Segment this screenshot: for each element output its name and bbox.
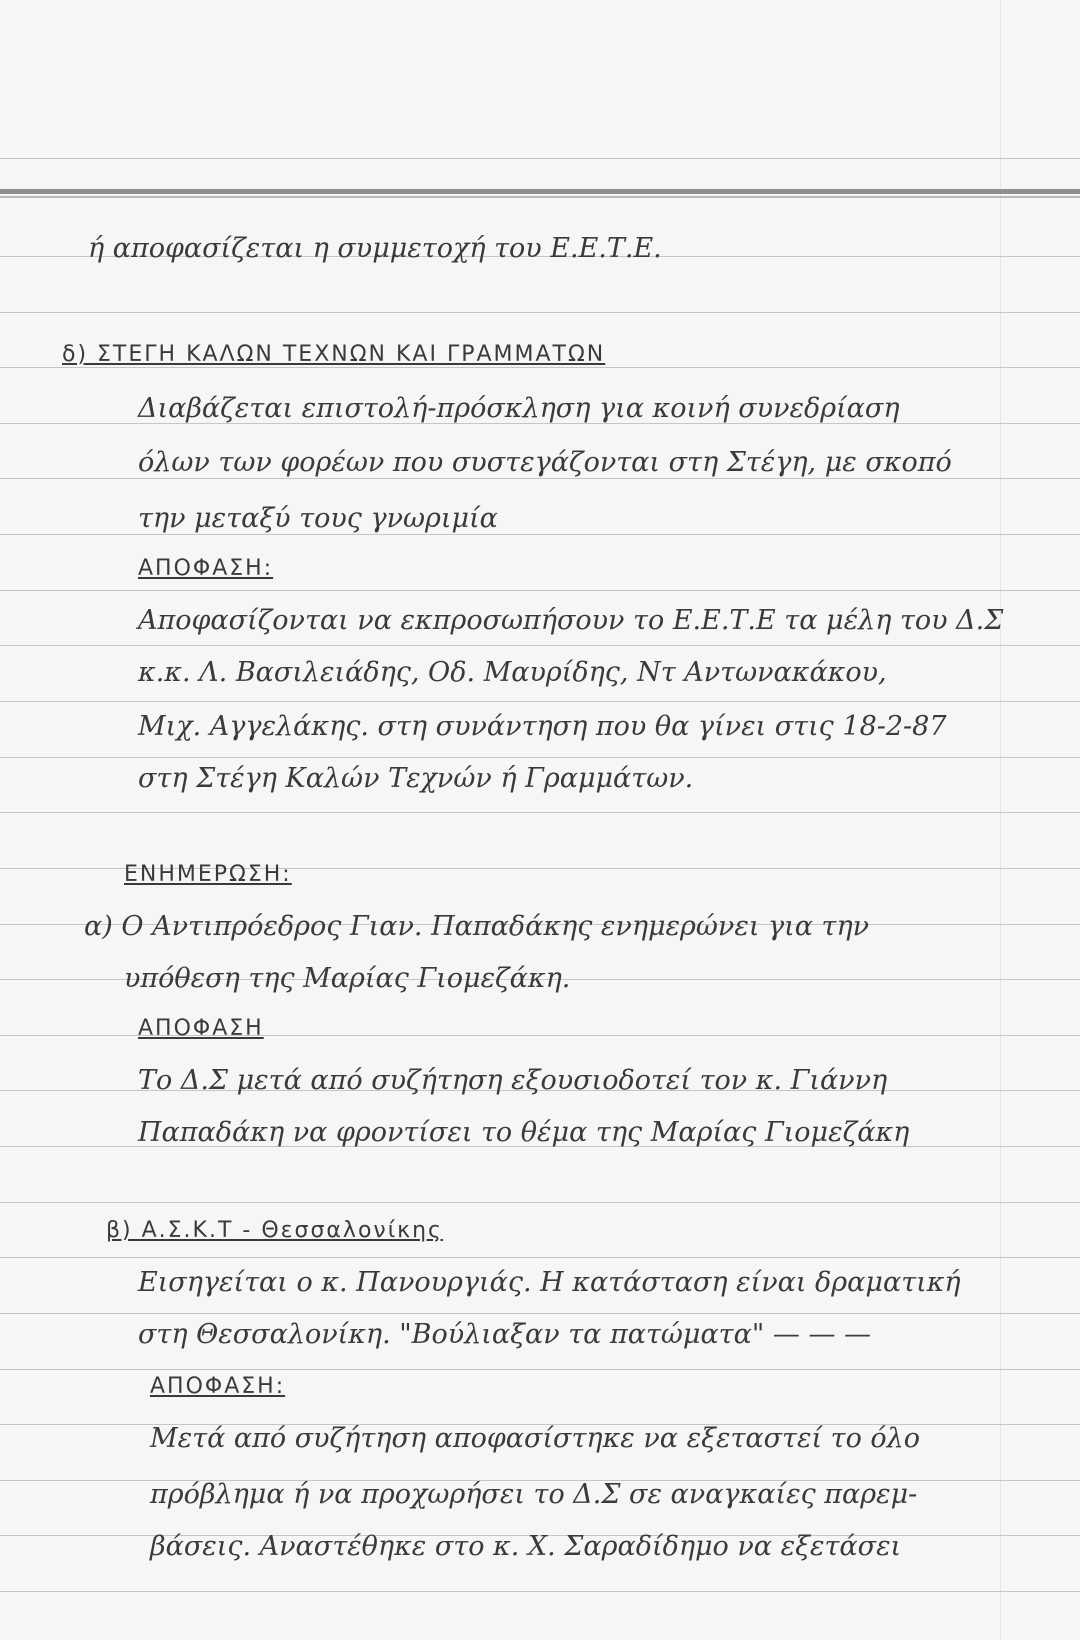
ruled-line xyxy=(0,701,1080,702)
ruled-line xyxy=(0,158,1080,159)
text-line: κ.κ. Λ. Βασιλειάδης, Οδ. Μαυρίδης, Ντ Αντωνακάκου, xyxy=(138,657,887,688)
text-line: στη Στέγη Καλών Τεχνών ή Γραμμάτων. xyxy=(138,763,694,794)
text-line: όλων των φορέων που συστεγάζονται στη Στέγη, με σκοπό xyxy=(138,447,952,478)
ruled-line xyxy=(0,1257,1080,1258)
text-line: α) Ο Αντιπρόεδρος Γιαν. Παπαδάκης ενημερώνει για την xyxy=(84,911,870,942)
ruled-line xyxy=(0,757,1080,758)
decision-heading: ΑΠΟΦΑΣΗ: xyxy=(138,556,274,581)
ruled-line xyxy=(0,812,1080,813)
text-line: Εισηγείται ο κ. Πανουργιάς. Η κατάσταση είναι δραματική xyxy=(138,1267,961,1298)
header-rule xyxy=(0,189,1080,194)
text-line: βάσεις. Αναστέθηκε στο κ. Χ. Σαραδίδημο να εξετάσει xyxy=(150,1531,902,1562)
section-heading: δ) ΣΤΕΓΗ ΚΑΛΩΝ ΤΕΧΝΩΝ ΚΑΙ ΓΡΑΜΜΑΤΩΝ xyxy=(62,342,606,367)
decision-heading: ΑΠΟΦΑΣΗ: xyxy=(150,1374,286,1399)
ruled-line xyxy=(0,590,1080,591)
text-line: Το Δ.Σ μετά από συζήτηση εξουσιοδοτεί τον κ. Γιάννη xyxy=(138,1065,888,1096)
text-line: υπόθεση της Μαρίας Γιομεζάκη. xyxy=(124,963,571,994)
ruled-line xyxy=(0,1591,1080,1592)
section-heading: β) Α.Σ.Κ.Τ - Θεσσαλονίκης xyxy=(106,1218,443,1243)
text-line: ή αποφασίζεται η συμμετοχή του Ε.Ε.Τ.Ε. xyxy=(88,233,662,264)
ruled-line xyxy=(0,312,1080,313)
text-line: Διαβάζεται επιστολή-πρόσκληση για κοινή συνεδρίαση xyxy=(138,393,900,424)
text-line: την μεταξύ τους γνωριμία xyxy=(138,503,498,534)
header-rule-thin xyxy=(0,196,1080,198)
section-heading: ΕΝΗΜΕΡΩΣΗ: xyxy=(124,862,292,887)
ruled-line xyxy=(0,1202,1080,1203)
ruled-line xyxy=(0,1313,1080,1314)
ruled-line xyxy=(0,645,1080,646)
text-line: Μετά από συζήτηση αποφασίστηκε να εξεταστεί το όλο xyxy=(150,1423,921,1454)
text-line: πρόβλημα ή να προχωρήσει το Δ.Σ σε αναγκαίες παρεμ- xyxy=(150,1479,918,1510)
text-line: Μιχ. Αγγελάκης. στη συνάντηση που θα γίνει στις 18-2-87 xyxy=(138,711,947,742)
text-line: Παπαδάκη να φροντίσει το θέμα της Μαρίας Γιομεζάκη xyxy=(138,1117,910,1148)
text-line: Αποφασίζονται να εκπροσωπήσουν το Ε.Ε.Τ.Ε τα μέλη του Δ.Σ xyxy=(138,605,1004,636)
decision-heading: ΑΠΟΦΑΣΗ xyxy=(138,1016,264,1041)
text-line: στη Θεσσαλονίκη. "Βούλιαξαν τα πατώματα" — — — xyxy=(138,1319,872,1350)
